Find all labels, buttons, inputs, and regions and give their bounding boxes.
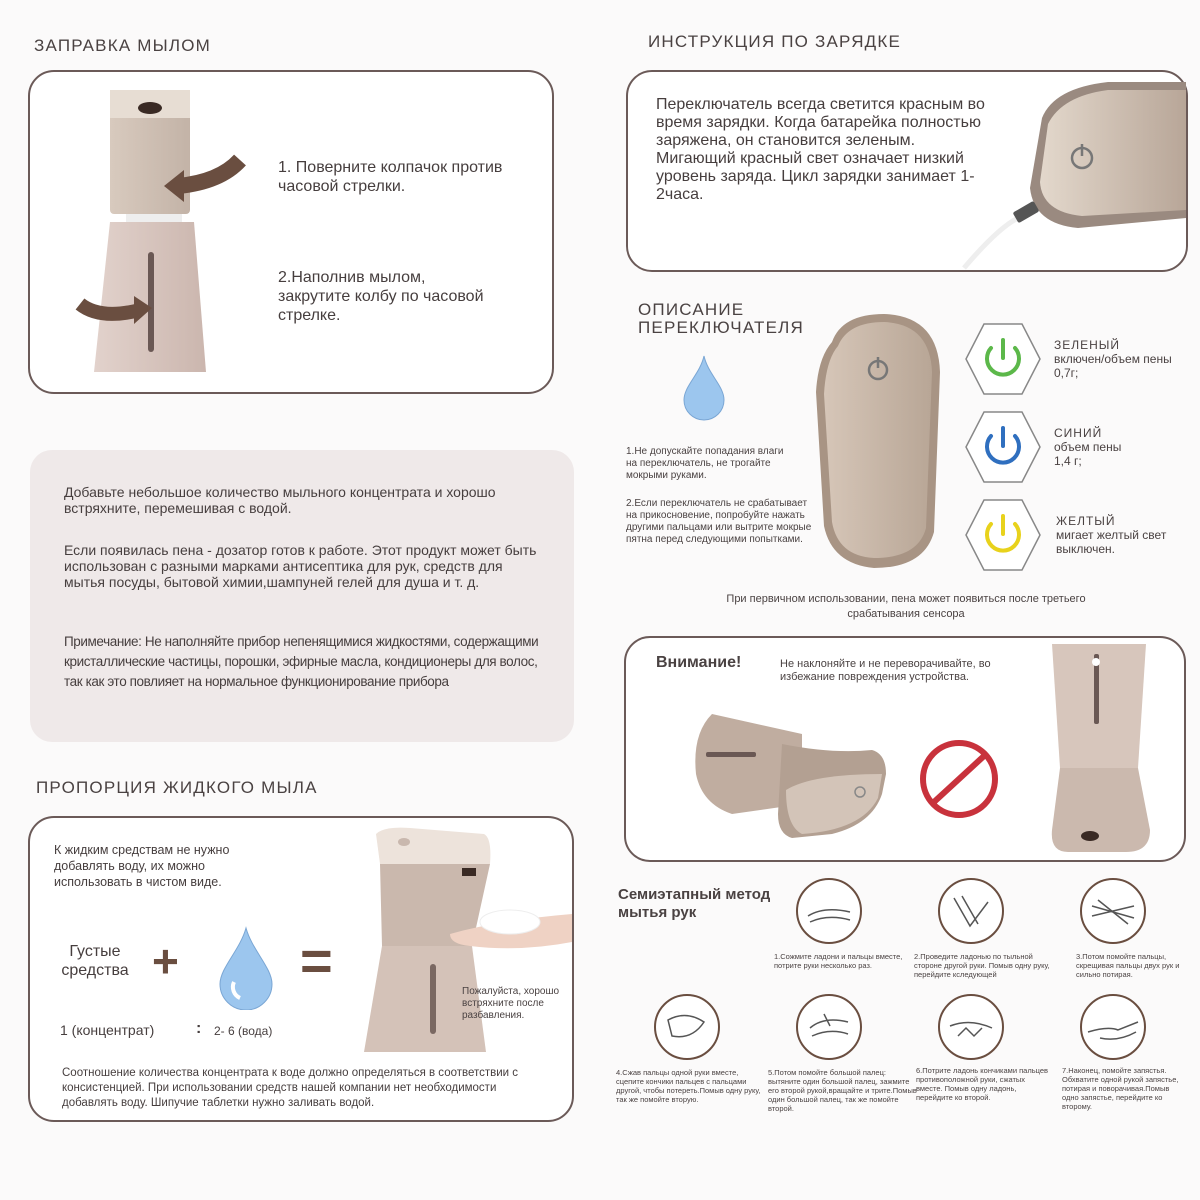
charge-text: Переключатель всегда светится красным во время зарядки. Когда батарейка полностью заряжена, он становится зеленым. Мигающий красный свет означает низкий уровень заряда. Цикл зарядки занимает 1-2часа. [656,96,985,203]
blue-mode-name: СИНИЙ [1054,426,1103,440]
ratio-footer: Соотношение количества концентрата к воде должно определяться в соответствии с консистенцией. При использовании средств нашей компании нет необходимости добавлять воду. Шипучие таблетки нужно заливать водой. [62,1067,519,1109]
info-paragraph-2: Если появилась пена - дозатор готов к работе. Этот продукт может быть использован с разными марками антисептика для рук, средств для мытья посуды, бытовой химии,шампуней гелей для душа и т. д. [64,542,537,590]
wash-step-2-icon [936,876,1006,946]
info-paragraph-1: Добавьте небольшое количество мыльного концентрата и хорошо встряхните, перемешивая с водой. [64,484,496,516]
charge-title: ИНСТРУКЦИЯ ПО ЗАРЯДКЕ [648,32,902,51]
wash-step-2-text: 2.Проведите ладонью по тыльной стороне другой руки. Помыв одну руку, перейдите кследующей [914,952,1050,979]
ratio-colon: : [196,1020,202,1037]
switch-title-line-2: ПЕРЕКЛЮЧАТЕЛЯ [638,318,805,337]
warning-title: Внимание! [656,654,742,671]
thick-products-label: Густые средства [61,943,129,979]
warning-panel [624,636,1186,862]
yellow-mode-desc: мигает желтый свет выключен. [1056,528,1167,556]
ratio-panel [28,816,574,1122]
power-green-icon [964,320,1042,398]
refill-step-1: 1. Поверните колпачок против часовой стрелки. [278,159,503,195]
wash-step-6-icon [936,992,1006,1062]
warning-text: Не наклоняйте и не переворачивайте, во избежание повреждения устройства. [780,658,991,683]
refill-title: ЗАПРАВКА МЫЛОМ [34,36,212,55]
equals-sign: = [300,929,333,992]
wash-step-4-text: 4.Сжав пальцы одной руки вместе, сцепите кончики пальцев с пальцами другой, чтобы потереть.Помыв одну руку, так же помойте вторую. [616,1068,761,1104]
wash-step-4-icon [652,992,722,1062]
ratio-water: 2- 6 (вода) [214,1024,273,1038]
wash-step-1-icon [794,876,864,946]
dispenser-with-hand-illustration [350,824,576,1062]
green-mode-name: ЗЕЛЕНЫЙ [1054,338,1121,352]
wash-step-7-icon [1078,992,1148,1062]
wash-step-3-text: 3.Потом помойте пальцы, скрещивая пальцы двух рук и сильно потирая. [1076,952,1180,979]
info-panel [30,450,574,742]
refill-step-2: 2.Наполнив мылом, закрутите колбу по часовой стрелке. [278,269,484,324]
ratio-intro: К жидким средствам не нужно добавлять воду, их можно использовать в чистом виде. [54,843,230,889]
shake-note: Пожалуйста, хорошо встряхните после разбавления. [462,986,560,1021]
power-yellow-icon [964,496,1042,574]
green-mode-desc: включен/объем пены 0,7г; [1054,352,1172,380]
blue-mode-desc: объем пены 1,4 г; [1054,440,1122,468]
charge-panel [626,70,1188,272]
plus-sign: + [152,935,179,987]
switch-note-1: 1.Не допускайте попадания влаги на переключатель, не трогайте мокрыми руками. [626,446,784,481]
tilted-device-illustration [682,694,892,844]
device-charging-illustration [958,78,1186,272]
wash-step-1-text: 1.Сожмите ладони и пальцы вместе, потрите руки несколько раз. [774,952,903,970]
prohibited-icon [918,738,1000,820]
wash-step-6-text: 6.Потрите ладонь кончиками пальцев противоположной руки, сжатых вместе. Помыв одну ладонь, перейдите ко второй. [916,1066,1048,1102]
ratio-title: ПРОПОРЦИЯ ЖИДКОГО МЫЛА [36,778,318,797]
info-note: Примечание: Не наполняйте прибор непенящимися жидкостями, содержащими кристаллические частицы, порошки, эфирные масла, кондиционеры для волос, так как это повлияет на нормальное функционирование прибора [64,634,539,689]
first-use-note: При первичном использовании, пена может появиться после третьего срабатывания сенсора [726,593,1086,620]
power-blue-icon [964,408,1042,486]
wash-title: Семиэтапный метод мытья рук [618,886,771,921]
refill-panel [28,70,554,394]
wash-step-3-icon [1078,876,1148,946]
dispenser-disassembled-illustration [70,82,270,382]
switch-note-2: 2.Если переключатель не срабатывает на прикосновение, попробуйте нажать другими пальцами или вытрите мокрые пятна перед следующими попытками. [626,498,812,545]
switch-title-line-1: ОПИСАНИЕ [638,300,745,319]
switch-device-illustration [812,312,942,570]
wash-step-7-text: 7.Наконец, помойте запястья. Обхватите одной рукой запястье, потирая и поворачивая.Помыв одно запястье, перейдите ко второму. [1062,1066,1179,1111]
wash-step-5-icon [794,992,864,1062]
wash-step-5-text: 5.Потом помойте большой палец: вытяните один большой палец, зажмите его второй рукой,вращайте и трите.Помыв один большой палец, так же помойте второй. [768,1068,917,1113]
ratio-concentrate: 1 (концентрат) [60,1022,155,1038]
yellow-mode-name: ЖЕЛТЫЙ [1056,514,1116,528]
water-drop-icon-small [682,354,726,422]
inverted-device-illustration [1046,640,1166,860]
water-drop-icon [216,926,276,1010]
